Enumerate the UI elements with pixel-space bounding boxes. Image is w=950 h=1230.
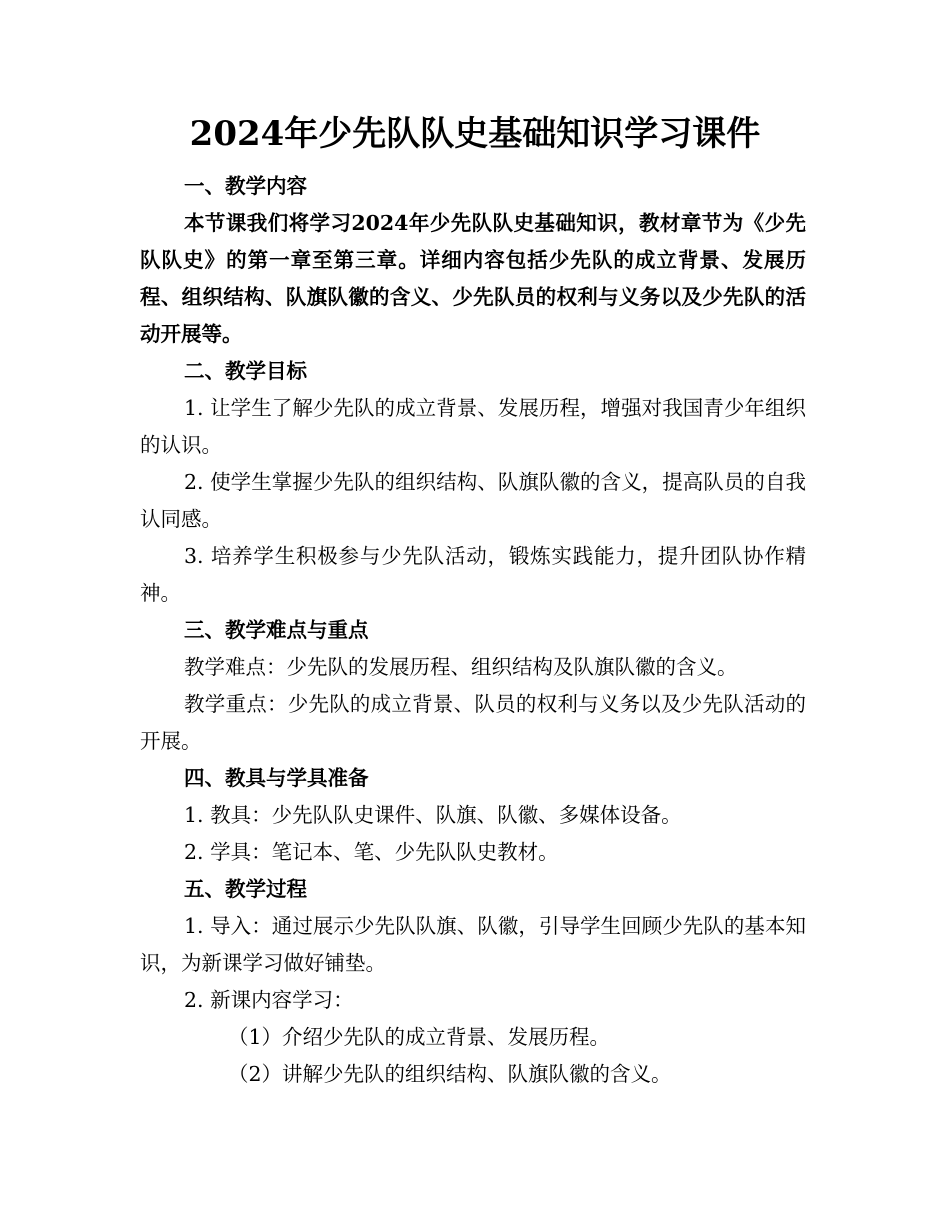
- material-item-1: 1. 教具：少先队队史课件、队旗、队徽、多媒体设备。: [184, 803, 682, 827]
- process-sub-item-2: （2）讲解少先队的组织结构、队旗队徽的含义。: [228, 1062, 672, 1086]
- section-heading-goals: 二、教学目标: [184, 359, 307, 383]
- document-body: [140, 168, 806, 1093]
- goal-item-2: 2. 使学生掌握少先队的组织结构、队旗队徽的含义，提高队员的自我认同感。: [140, 470, 806, 531]
- section-heading-key-points: 三、教学难点与重点: [184, 618, 369, 642]
- process-step-1: 1. 导入：通过展示少先队队旗、队徽，引导学生回顾少先队的基本知识，为新课学习做好铺垫。: [140, 914, 806, 975]
- teaching-focus: 教学重点：少先队的成立背景、队员的权利与义务以及少先队活动的开展。: [140, 692, 806, 753]
- content-paragraph: 本节课我们将学习2024年少先队队史基础知识，教材章节为《少先队队史》的第一章至第三章。详细内容包括少先队的成立背景、发展历程、组织结构、队旗队徽的含义、少先队员的权利与义务以及少先队的活动开展等。: [140, 211, 806, 346]
- teaching-difficulty: 教学难点：少先队的发展历程、组织结构及队旗队徽的含义。: [184, 655, 738, 679]
- process-step-2: 2. 新课内容学习：: [184, 988, 354, 1012]
- section-heading-content: 一、教学内容: [184, 174, 307, 198]
- section-heading-process: 五、教学过程: [184, 877, 307, 901]
- document-title: 2024年少先队队史基础知识学习课件: [189, 114, 761, 154]
- goal-item-1: 1. 让学生了解少先队的成立背景、发展历程，增强对我国青少年组织的认识。: [140, 396, 806, 457]
- process-sub-item-1: （1）介绍少先队的成立背景、发展历程。: [228, 1025, 611, 1049]
- goal-item-3: 3. 培养学生积极参与少先队活动，锻炼实践能力，提升团队协作精神。: [140, 544, 806, 605]
- material-item-2: 2. 学具：笔记本、笔、少先队队史教材。: [184, 840, 559, 864]
- section-heading-materials: 四、教具与学具准备: [184, 766, 369, 790]
